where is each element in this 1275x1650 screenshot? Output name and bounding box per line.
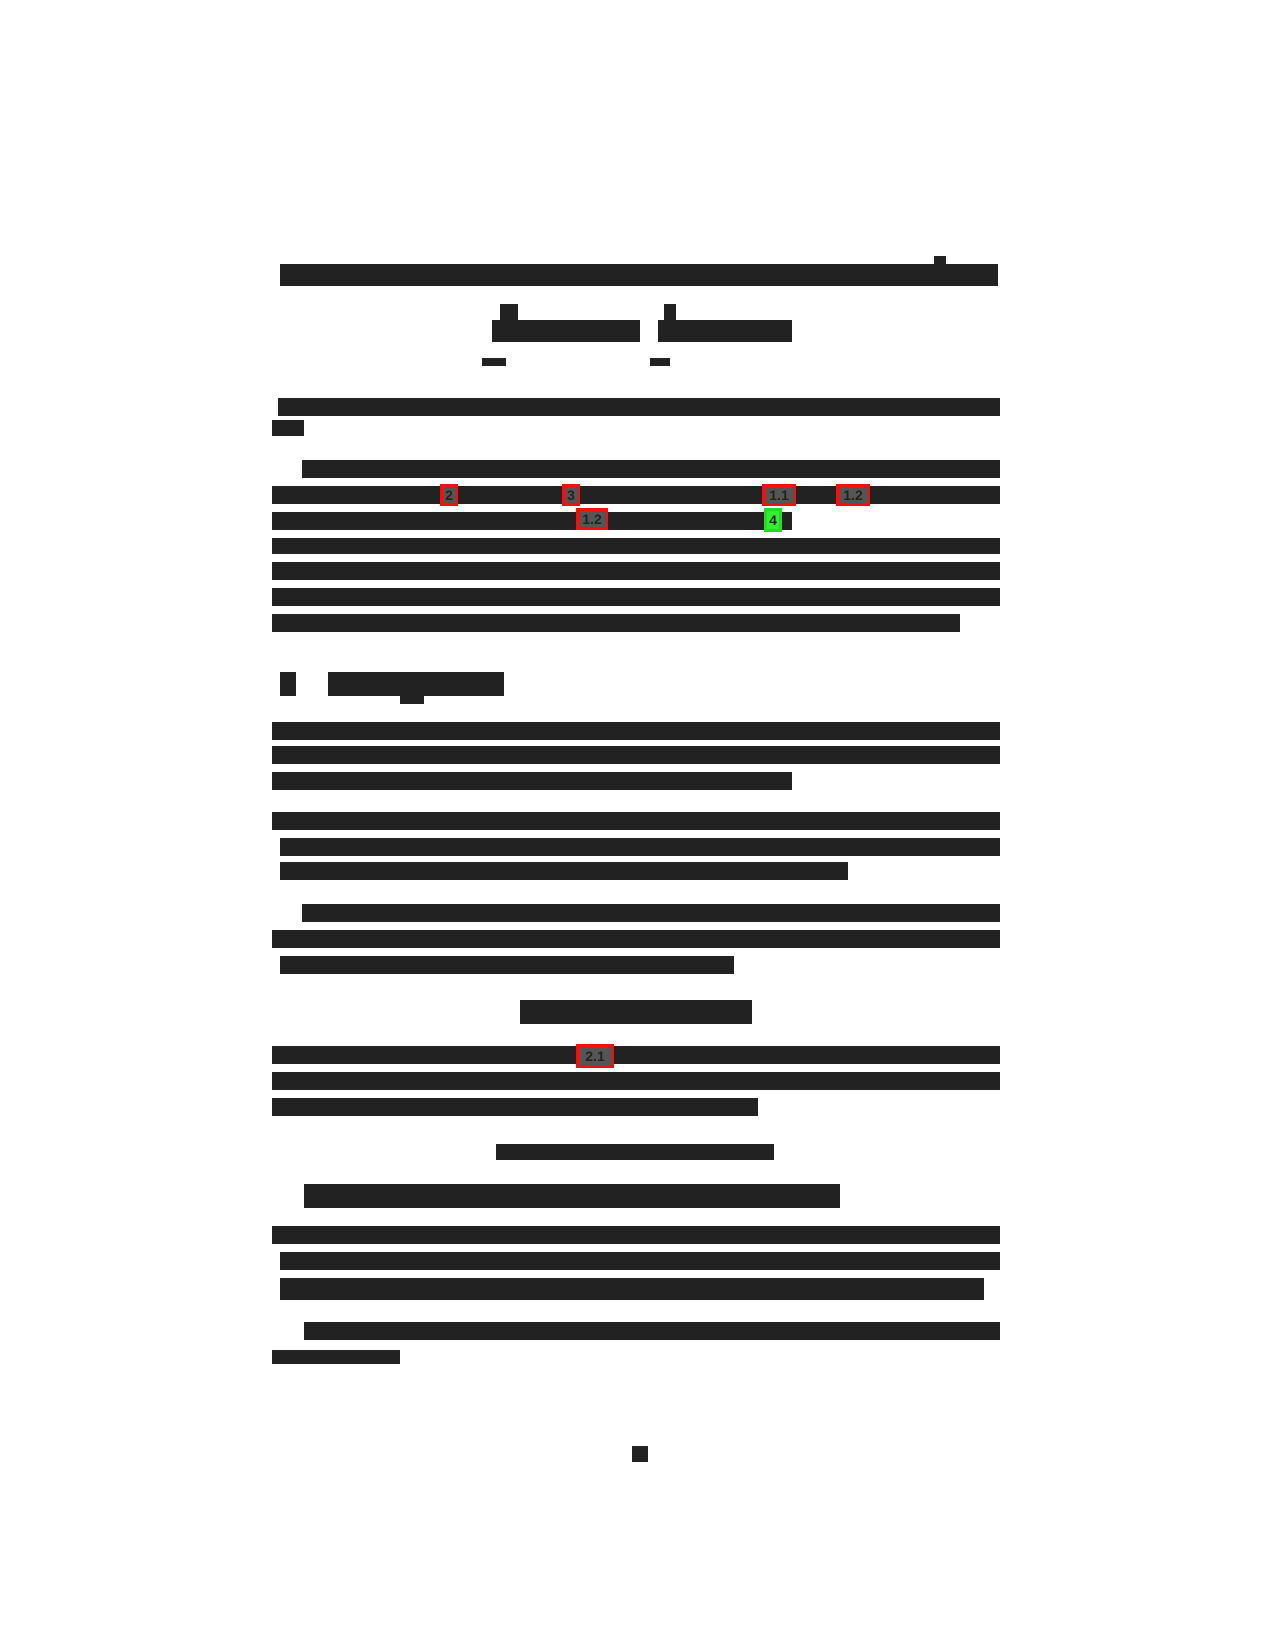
section-title-descender — [400, 696, 424, 704]
text-line — [272, 746, 1000, 764]
text-line — [272, 562, 1000, 580]
text-line — [304, 1322, 1000, 1340]
text-line — [302, 904, 1000, 922]
text-line — [272, 1046, 1000, 1064]
author-1 — [492, 320, 640, 342]
reference-marker[interactable]: 1.2 — [576, 508, 608, 530]
section-title — [328, 672, 504, 696]
text-line — [272, 1072, 1000, 1090]
text-line — [280, 838, 1000, 856]
author-1-affil — [482, 358, 506, 366]
text-line — [272, 538, 1000, 554]
text-line — [272, 1098, 758, 1116]
text-line — [272, 722, 1000, 740]
text-line — [272, 930, 1000, 948]
page-number — [632, 1446, 648, 1462]
section-number — [280, 672, 296, 696]
equation-reference-marker[interactable]: 2.1 — [576, 1044, 614, 1068]
reference-marker[interactable]: 1.1 — [762, 484, 796, 506]
text-line — [280, 1278, 984, 1300]
title-accent — [934, 256, 946, 266]
text-line — [280, 862, 848, 880]
reference-marker[interactable]: 1.2 — [836, 484, 870, 506]
text-line — [272, 812, 1000, 830]
text-line — [280, 1252, 1000, 1270]
equation — [520, 1000, 752, 1024]
text-line — [272, 512, 792, 530]
author-1-top — [500, 304, 518, 320]
paper-title — [280, 264, 998, 286]
equation — [496, 1144, 774, 1160]
text-line — [272, 1350, 400, 1364]
text-line — [272, 588, 1000, 606]
text-line — [272, 614, 960, 632]
highlight-marker[interactable]: 4 — [764, 508, 782, 532]
text-line — [272, 772, 792, 790]
abstract-line — [272, 420, 304, 436]
abstract-line — [278, 398, 1000, 416]
text-line — [302, 460, 1000, 478]
text-line — [272, 1226, 1000, 1244]
citation-marker[interactable]: 3 — [562, 484, 580, 506]
text-line — [280, 956, 734, 974]
text-line — [272, 486, 1000, 504]
author-2-affil — [650, 358, 670, 366]
citation-marker[interactable]: 2 — [440, 484, 458, 506]
text-line — [304, 1184, 840, 1208]
author-2 — [658, 320, 792, 342]
author-2-top — [664, 304, 676, 320]
